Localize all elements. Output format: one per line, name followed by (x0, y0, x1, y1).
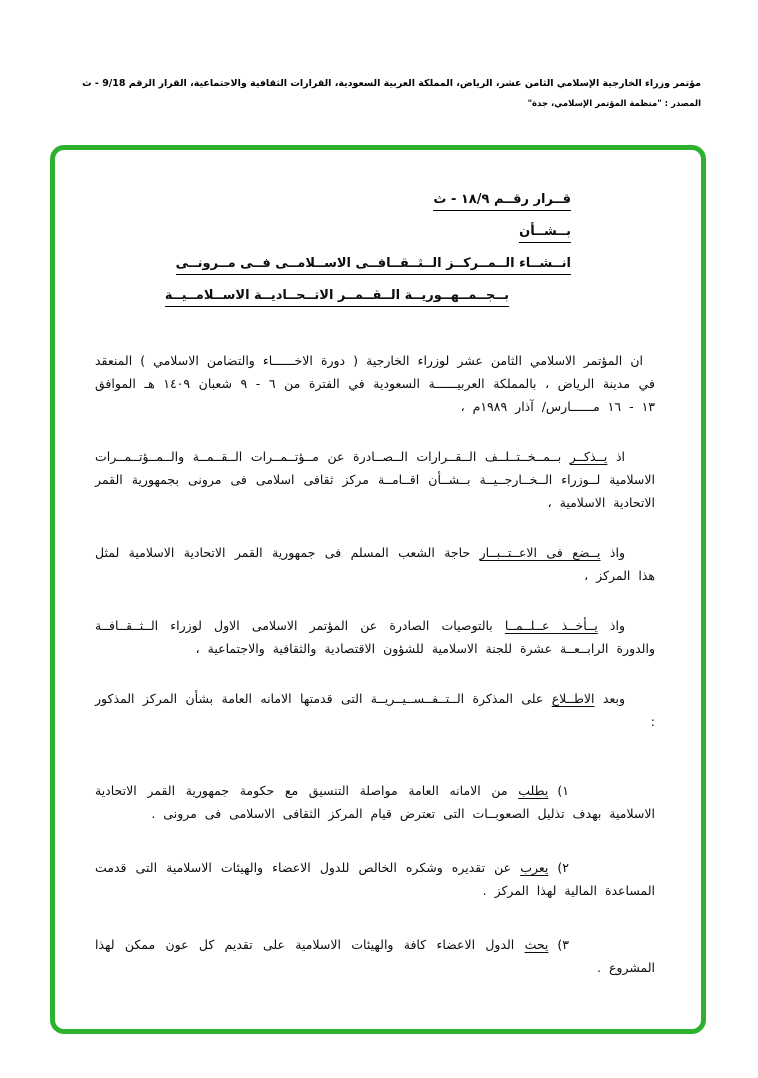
resolution-subject-line-2 (95, 284, 509, 307)
document-header (16, 78, 701, 109)
paragraph-text: ان المؤتمر الاسلامي الثامن عشر لوزراء الخارجية ( دورة الاخــــــاء والتضامن الاسلامي ) المنعقد في مدينة الرياض ، بالمملكة العربيــــــة السعودية في الفترة من ٦ - ٩ شعبان ١٤٠٩ هـ الموافق ١٣ - ١٦ مــــــارس/ آذار ١٩٨٩م ، (95, 353, 655, 414)
item-text: الدول الاعضاء كافة والهيئات الاسلامية على تقديم كل عون ممكن لهذا المشروع . (95, 937, 655, 975)
paragraph-underlined-text: يــذكــر (569, 449, 608, 464)
preamble-paragraph-4 (95, 614, 655, 660)
resolution-subject-line (95, 252, 571, 275)
paragraph-text: حاجة الشعب المسلم فى جمهورية القمر الاتحادية الاسلامية لمثل هذا المركز ، (95, 545, 655, 583)
header-citation: مؤتمر وزراء الخارجية الإسلامي الثامن عشر، الرياض، المملكة العربية السعودية، القرارات الثقافية والاجتماعية، القرار الرقم 9/18 - ث (82, 78, 701, 89)
paragraph-underlined-text: يــأخــذ عــلــمــا (504, 618, 598, 633)
preamble-paragraph-3 (95, 541, 655, 587)
item-number: ٢) (557, 860, 569, 875)
item-text: عن تقديره وشكره الخالص للدول الاعضاء والهيئات الاسلامية التى قدمت المساعدة المالية لهذا المركز . (95, 860, 655, 898)
paragraph-text: وبعد (594, 691, 625, 706)
resolution-subject: انــشــاء الــمــركــز الــثــقــافــى الاســلامــى فــى مــرونــى (176, 256, 571, 275)
preamble-paragraph-1 (95, 349, 655, 418)
resolution-green-frame (50, 145, 706, 1034)
operative-item-1 (95, 779, 655, 825)
paragraph-underlined-text: الاطــلاع (551, 691, 595, 706)
paragraph-text: اذ (607, 449, 626, 464)
resolution-title-block (95, 188, 571, 307)
resolution-number: قــرار رقــم ١٨/٩ - ث (433, 192, 571, 211)
resolution-number-line (95, 188, 571, 211)
header-source: المصدر : "منظمة المؤتمر الإسلامي، جدة" (527, 99, 701, 109)
paragraph-text: على المذكرة الــتــفــســيــريــة التى قدمتها الامانه العامة بشأن المركز المذكور : (95, 691, 655, 729)
paragraph-underlined-text: يــضع فى الاعــتــبــار (479, 545, 601, 560)
paragraph-text: واذ (600, 545, 625, 560)
preamble-paragraph-5 (95, 687, 655, 733)
resolution-subject-continued: بــجــمــهــوريــة الــقــمــر الاتــحــاديــة الاســلامــيــة (165, 288, 509, 307)
item-number: ١) (557, 783, 569, 798)
item-underlined-verb: يحث (524, 937, 549, 952)
item-number: ٣) (557, 937, 569, 952)
resolution-subject-label: بــشــأن (519, 224, 571, 243)
resolution-subject-label-line (95, 220, 571, 243)
preamble-paragraph-2 (95, 445, 655, 514)
item-text: من الامانه العامة مواصلة التنسيق مع حكومة جمهورية القمر الاتحادية الاسلامية بهدف تذليل الصعوبــات التى تعترض قيام المركز الثقافى الاسلامى فى مرونى . (95, 783, 655, 821)
item-underlined-verb: يطلب (518, 783, 549, 798)
item-underlined-verb: يعرب (520, 860, 549, 875)
paragraph-text: واذ (597, 618, 625, 633)
paragraph-text: بــمــخــتــلــف الــقــرارات الــصــادرة عن مــؤتــمــرات الــقــمــة والــمــؤتــمــرات الاسلامية لــوزراء الــخــارجــيــة بــشــأن اقــامــة مركز ثقافى اسلامى فى مرونى بجمهورية القمر الاتحادية الاسلامية ، (95, 449, 655, 510)
operative-item-3 (95, 933, 655, 979)
paragraph-text: بالتوصيات الصادرة عن المؤتمر الاسلامى الاول لوزراء الــثــقــافــة والدورة الرابــعــة عشرة للجنة الاسلامية للشؤون الاقتصادية والثقافية والاجتماعية ، (95, 618, 655, 656)
operative-item-2 (95, 856, 655, 902)
